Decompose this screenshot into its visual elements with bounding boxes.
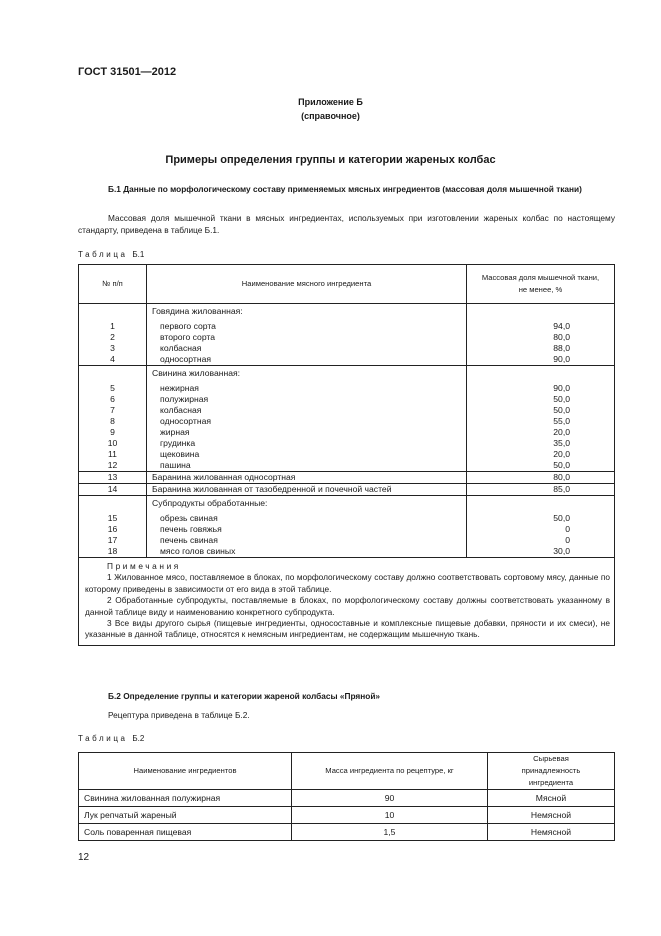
- table1-row-name: печень говяжья: [147, 524, 467, 535]
- table1-header-num: № п/п: [79, 265, 147, 304]
- table-row: [79, 513, 615, 524]
- notes-title: Примечания: [107, 561, 181, 571]
- table2-row-type: Немясной: [488, 807, 615, 824]
- table2-header-type: Сырьевая принадлежность ингредиента: [488, 753, 615, 790]
- table1-row-name: грудинка: [147, 438, 467, 449]
- note-item: 3 Все виды другого сырья (пищевые ингредиенты, односоставные и комплексные пищевые добавки, пряности и их смеси), не указанные в данной таблице, относятся к немясным ингредиентам, не содержащим мышечную ткань.: [85, 618, 610, 640]
- table2-row-name: Свинина жилованная полужирная: [79, 790, 292, 807]
- table1-row-value: 80,0: [467, 472, 615, 484]
- table1-group-num-cell: [79, 366, 147, 380]
- table1-row-num: 1: [79, 321, 147, 332]
- table1-row-value: 80,0: [467, 332, 615, 343]
- table1-row-value: 50,0: [467, 460, 615, 472]
- table1-notes-row: [79, 558, 615, 646]
- table1-caption: [78, 250, 144, 259]
- table2-row-mass: 1,5: [292, 824, 488, 841]
- table1-row-value: 50,0: [467, 394, 615, 405]
- table1-row-num: 16: [79, 524, 147, 535]
- table1-row-value: 30,0: [467, 546, 615, 558]
- table-row: [79, 472, 615, 484]
- table1-row-num: 8: [79, 416, 147, 427]
- table1-group-num-cell: [79, 304, 147, 318]
- table2-row-type: Немясной: [488, 824, 615, 841]
- table1-header-name: Наименование мясного ингредиента: [147, 265, 467, 304]
- page-number: 12: [78, 852, 90, 863]
- table1-row-name: второго сорта: [147, 332, 467, 343]
- table2-header-name: Наименование ингредиентов: [79, 753, 292, 790]
- table1-row-name: жирная: [147, 427, 467, 438]
- table1-row-name: печень свиная: [147, 535, 467, 546]
- table-row: [79, 321, 615, 332]
- table1-row-name: первого сорта: [147, 321, 467, 332]
- table-row: [79, 824, 615, 841]
- table1-group-value-cell: [467, 496, 615, 510]
- table-row: [79, 484, 615, 496]
- table1-row-num: 5: [79, 383, 147, 394]
- table1-row-name: полужирная: [147, 394, 467, 405]
- table-row: [79, 405, 615, 416]
- table1-header-value: Массовая доля мышечной ткани, не менее, %: [467, 265, 615, 304]
- table1-row-name: колбасная: [147, 405, 467, 416]
- table1-row-name: колбасная: [147, 343, 467, 354]
- table1-row-name: нежирная: [147, 383, 467, 394]
- table-row: [79, 343, 615, 354]
- note-item: 1 Жилованное мясо, поставляемое в блоках, по морфологическому составу должно соответствовать сортовому мясу, данные по которому приведены в зависимости от его вида в этой таблице.: [85, 572, 610, 594]
- table1-caption-word: Таблица: [78, 250, 128, 259]
- table1-group-title: Свинина жилованная:: [147, 366, 467, 380]
- table1-row-num: 14: [79, 484, 147, 496]
- table-row: [79, 546, 615, 558]
- table-b1: [78, 264, 615, 646]
- table1-row-value: 85,0: [467, 484, 615, 496]
- table1-row-value: 90,0: [467, 383, 615, 394]
- table-row: [79, 449, 615, 460]
- table1-row-num: 10: [79, 438, 147, 449]
- table1-group-row: [79, 304, 615, 318]
- table2-caption-word: Таблица: [78, 734, 128, 743]
- table1-row-num: 18: [79, 546, 147, 558]
- table1-row-name: Баранина жилованная односортная: [147, 472, 467, 484]
- table1-caption-num: Б.1: [132, 250, 145, 259]
- table1-row-value: 50,0: [467, 405, 615, 416]
- table2-row-mass: 90: [292, 790, 488, 807]
- table1-row-num: 13: [79, 472, 147, 484]
- table2-caption-num: Б.2: [132, 734, 145, 743]
- b2-heading: Б.2 Определение группы и категории жареной колбасы «Пряной»: [108, 691, 381, 701]
- appendix-subtitle: (справочное): [301, 111, 360, 121]
- table-row: [79, 438, 615, 449]
- table-row: [79, 416, 615, 427]
- table2-row-name: Соль поваренная пищевая: [79, 824, 292, 841]
- note-item: 2 Обработанные субпродукты, поставляемые в блоках, по морфологическому составу должны соответствовать указанному в данной таблице виду и наименованию конкретного субпродукта.: [85, 595, 610, 617]
- table1-row-value: 20,0: [467, 427, 615, 438]
- table1-row-name: обрезь свиная: [147, 513, 467, 524]
- table1-row-num: 6: [79, 394, 147, 405]
- table1-row-value: 0: [467, 535, 615, 546]
- table1-row-value: 35,0: [467, 438, 615, 449]
- table-row: [79, 524, 615, 535]
- table-row: [79, 332, 615, 343]
- table1-row-value: 55,0: [467, 416, 615, 427]
- b1-text: Массовая доля мышечной ткани в мясных ингредиентах, используемых при изготовлении жареных колбас по настоящему стандарту, приведена в таблице Б.1.: [78, 213, 615, 235]
- table-b2: [78, 752, 615, 841]
- table1-group-value-cell: [467, 304, 615, 318]
- table1-row-num: 9: [79, 427, 147, 438]
- table-row: [79, 394, 615, 405]
- appendix-label: [0, 95, 661, 123]
- table-row: [79, 790, 615, 807]
- table1-row-value: 20,0: [467, 449, 615, 460]
- table-row: [79, 427, 615, 438]
- table1-group-row: [79, 366, 615, 380]
- table1-row-num: 11: [79, 449, 147, 460]
- table1-row-value: 94,0: [467, 321, 615, 332]
- table1-group-title: Субпродукты обработанные:: [147, 496, 467, 510]
- table1-row-num: 4: [79, 354, 147, 366]
- table2-row-name: Лук репчатый жареный: [79, 807, 292, 824]
- table-row: [79, 460, 615, 472]
- table1-row-name: пашина: [147, 460, 467, 472]
- table1-row-name: односортная: [147, 416, 467, 427]
- table1-row-value: 90,0: [467, 354, 615, 366]
- table1-group-row: [79, 496, 615, 510]
- table1-group-value-cell: [467, 366, 615, 380]
- table1-row-name: щековина: [147, 449, 467, 460]
- table1-row-value: 50,0: [467, 513, 615, 524]
- table-row: [79, 354, 615, 366]
- table1-group-title: Говядина жилованная:: [147, 304, 467, 318]
- table2-header-row: [79, 753, 615, 790]
- appendix-title: Приложение Б: [298, 97, 363, 107]
- table2-header-mass: Масса ингредиента по рецептуре, кг: [292, 753, 488, 790]
- standard-header: ГОСТ 31501—2012: [78, 66, 177, 78]
- section-title: Примеры определения группы и категории жареных колбас: [165, 154, 496, 166]
- table1-row-num: 17: [79, 535, 147, 546]
- table2-row-mass: 10: [292, 807, 488, 824]
- table1-header-row: [79, 265, 615, 304]
- b1-heading: Б.1 Данные по морфологическому составу применяемых мясных ингредиентов (массовая доля мышечной ткани): [108, 184, 582, 194]
- table-row: [79, 807, 615, 824]
- b2-text: Рецептура приведена в таблице Б.2.: [108, 710, 250, 720]
- table1-notes: [79, 558, 615, 646]
- table1-row-name: Баранина жилованная от тазобедренной и почечной частей: [147, 484, 467, 496]
- table1-group-num-cell: [79, 496, 147, 510]
- table1-row-value: 0: [467, 524, 615, 535]
- table2-caption: [78, 734, 144, 743]
- table-row: [79, 535, 615, 546]
- table1-row-value: 88,0: [467, 343, 615, 354]
- table2-row-type: Мясной: [488, 790, 615, 807]
- table1-row-num: 12: [79, 460, 147, 472]
- table1-row-name: односортная: [147, 354, 467, 366]
- table1-row-num: 2: [79, 332, 147, 343]
- table1-row-num: 15: [79, 513, 147, 524]
- table1-row-num: 7: [79, 405, 147, 416]
- table1-row-num: 3: [79, 343, 147, 354]
- table-row: [79, 383, 615, 394]
- table1-row-name: мясо голов свиных: [147, 546, 467, 558]
